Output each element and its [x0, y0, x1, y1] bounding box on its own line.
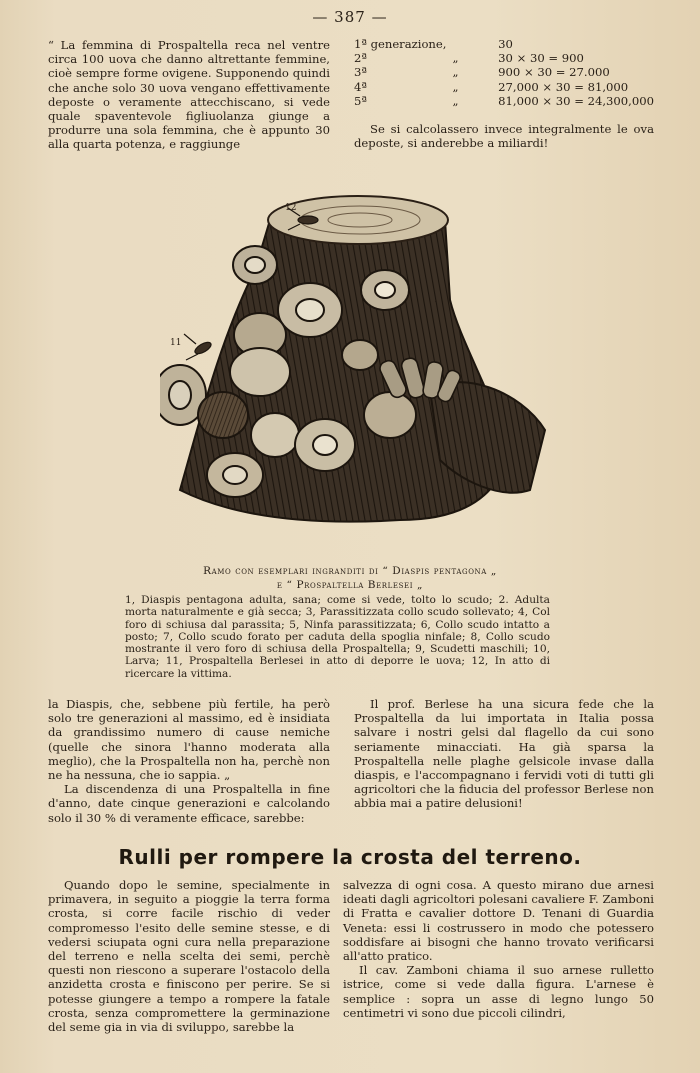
mid-left-paragraph-1: la Diaspis, che, sebbene più fertile, ha però solo tre generazioni al massimo, ed è insidiata da grandissimo numero di cause nemiche (quelle che sinora l'hanno moderata alla meglio), che la Prospaltella non ha, perchè non ne ha nessuna, che io sappia. „: [48, 697, 330, 783]
generation-row: [354, 80, 654, 94]
bottom-left-paragraph: Quando dopo le semine, specialmente in primavera, in seguito a pioggie la terra forma crosta, si corre facile rischio di veder compromesso l'esito delle semine stesse, e di vedersi sciupata ogni cura nella preparazione del terreno e nella scelta dei semi, perchè questi non riescono a superare l'ostacolo della anzidetta crosta e finiscono per perire. Se si potesse giungere a tempo a rompere la fatale crosta, senza compromettere la germinazione del seme gia in via di sviluppo, sarebbe la: [48, 878, 330, 1035]
caption-title-line-2: e “ Prospaltella Berlesei „: [276, 579, 424, 591]
generation-row: [354, 51, 654, 65]
generation-calc: 30: [498, 37, 513, 51]
figure-label-11: 11: [170, 338, 182, 348]
mid-left-paragraph-2: La discendenza di una Prospaltella in fine d'anno, date cinque generazioni e calcolando solo il 30 % di veramente efficace, sarebbe:: [48, 782, 330, 825]
bottom-right-column: [343, 878, 654, 1020]
figure-caption-body: 1, Diaspis pentagona adulta, sana; come si vede, tolto lo scudo; 2. Adulta morta naturalmente e già secca; 3, Parassitizzata collo scudo sollevato; 4, Col foro di schiusa dal parassita; 5, Ninfa parassitizzata; 6, Collo scudo intatto a posto; 7, Collo scudo forato per caduta della spoglia ninfale; 8, Collo scudo mostrante il vero foro di schiusa della Prospaltella; 9, Scudetti maschili; 10, Larva; 11, Prospaltella Berlesei in atto di deporre le uova; 12, In atto di ricercare la vittima.: [125, 594, 550, 680]
figure-label-12: 12: [285, 203, 297, 213]
generation-row: [354, 37, 654, 51]
bottom-left-column: [48, 878, 330, 1034]
mid-left-column: [48, 697, 330, 825]
generation-calc: 900 × 30 = 27.000: [498, 65, 610, 80]
generation-ditto: [446, 37, 494, 51]
figure-caption-title: [110, 564, 590, 592]
branch-illustration: [160, 190, 550, 530]
mid-right-column: [354, 697, 654, 811]
generation-ditto: „: [452, 79, 459, 94]
generation-calc: 30 × 30 = 900: [498, 51, 584, 66]
generation-calc: 81,000 × 30 = 24,300,000: [498, 93, 654, 108]
generation-gen: 4ª: [354, 79, 367, 94]
generation-row: [354, 94, 654, 108]
page-number: — 387 —: [312, 8, 388, 26]
generation-gen: 2ª: [354, 51, 367, 66]
top-right-paragraph: Se si calcolassero invece integralmente le ova deposte, si anderebbe a miliardi!: [354, 122, 654, 151]
generation-ditto: „: [452, 51, 459, 66]
generation-gen: 1ª generazione,: [354, 37, 447, 51]
generation-ditto: „: [452, 93, 459, 108]
generation-calc: 27,000 × 30 = 81,000: [498, 79, 629, 94]
generation-ditto: „: [452, 65, 459, 80]
mid-right-paragraph: Il prof. Berlese ha una sicura fede che la Prospaltella da lui importata in Italia possa salvare i nostri gelsi dal flagello da cui sono seriamente minacciati. Ha già sparsa la Prospaltella nelle plaghe gelsicole invase dalla diaspis, e l'accompagnano i fervidi voti di tutti gli agricoltori che la fiducia del professor Berlese non abbia mai a patire delusioni!: [354, 697, 654, 811]
bottom-right-paragraph-1: salvezza di ogni cosa. A questo mirano due arnesi ideati dagli agricoltori polesani cavaliere F. Zamboni di Fratta e cavalier dottore D. Tenani di Guardia Veneta: essi li costrussero in modo che potessero soddisfare ai bisogni che hanno trovato verificarsi all'atto pratico.: [343, 878, 654, 964]
top-right-column: [354, 122, 654, 150]
top-left-paragraph: “ La femmina di Prospaltella reca nel ventre circa 100 uova che danno altrettante femmine, cioè sempre forme ovigene. Supponendo quindi che anche solo 30 uova vengano effettivamente deposte o veramente attecchiscano, si vede quale spaventevole figliuolanza giunge a produrre una sola femmina, che è appunto 30 alla quarta potenza, e raggiunge: [48, 38, 330, 152]
caption-title-line-1: Ramo con esemplari ingranditi di “ Diaspis pentagona „: [203, 565, 497, 577]
generation-gen: 3ª: [354, 65, 367, 80]
generations-table: [354, 37, 654, 108]
bottom-right-paragraph-2: Il cav. Zamboni chiama il suo arnese rulletto istrice, come si vede dalla figura. L'arnese è semplice : sopra un asse di legno lungo 50 centimetri vi sono due piccoli cilindri,: [343, 963, 654, 1020]
generation-gen: 5ª: [354, 93, 367, 108]
section-title: Rulli per rompere la crosta del terreno.: [118, 845, 582, 869]
top-left-column: [48, 38, 330, 152]
generation-row: [354, 65, 654, 79]
